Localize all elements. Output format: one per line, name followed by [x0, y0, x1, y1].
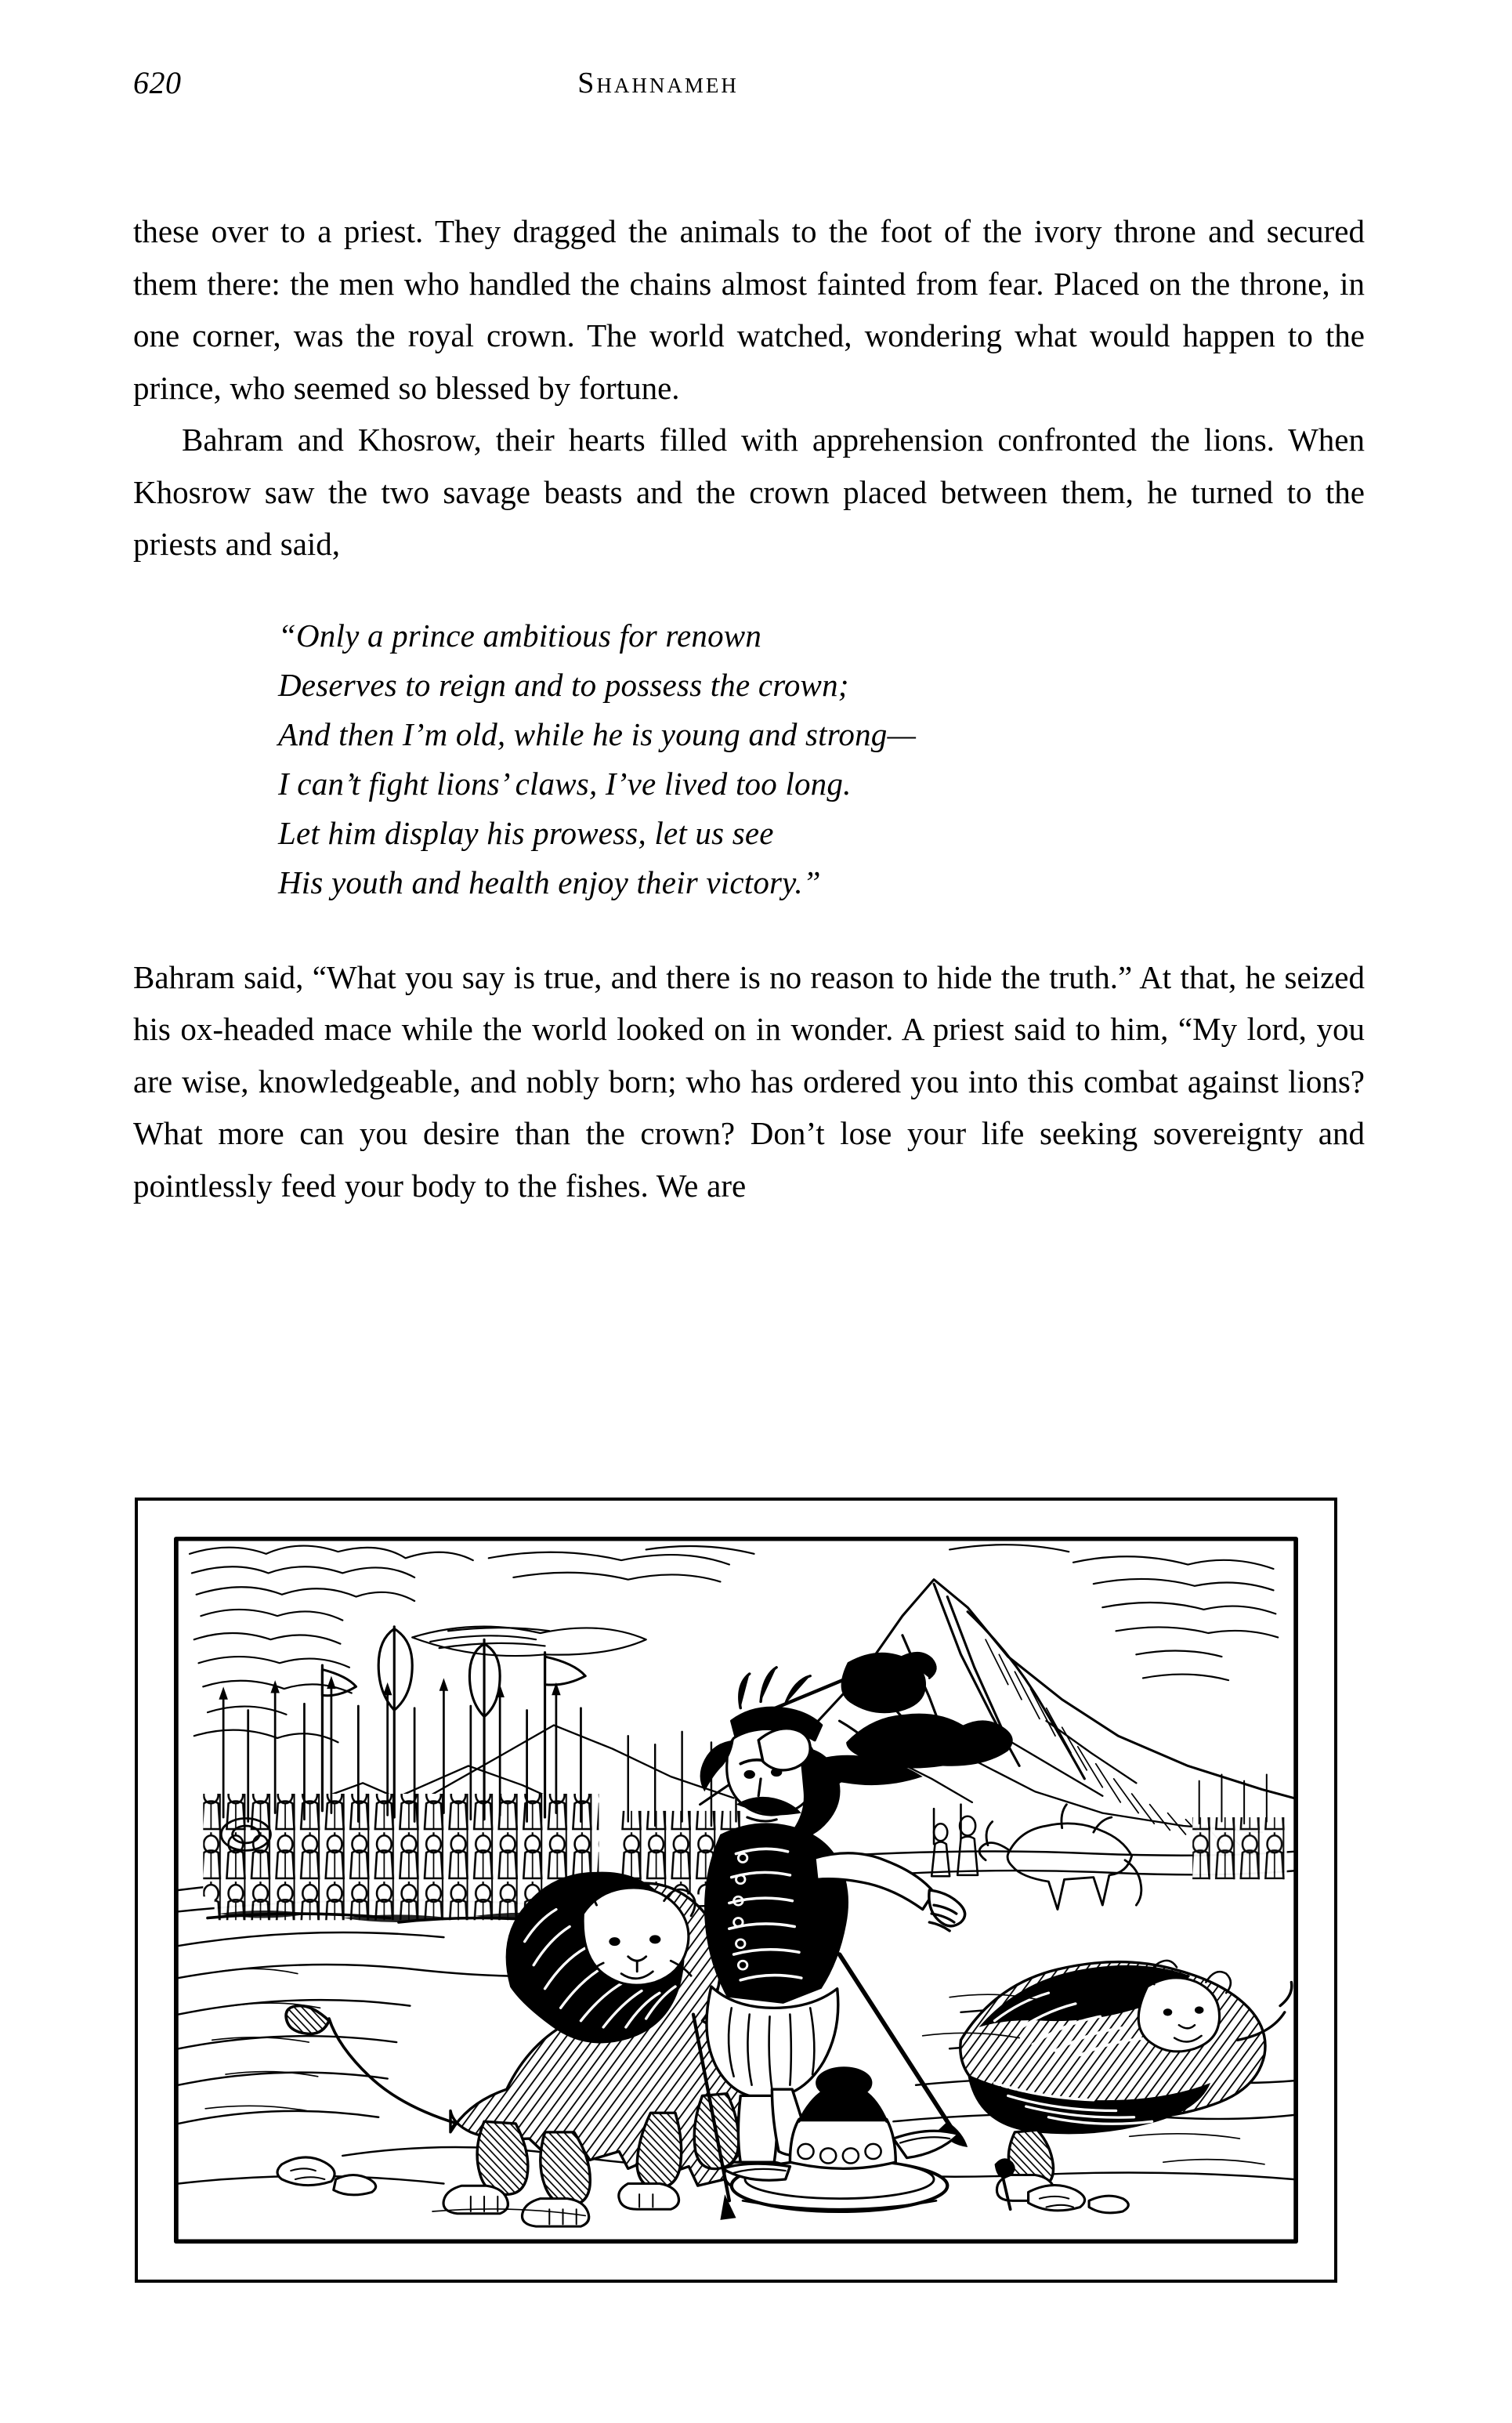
text-column: [133, 205, 1365, 1212]
paragraph: Bahram said, “What you say is true, and there is no reason to hide the truth.” At that, he seized his ox-headed mace while the world looked on in wonder. A priest said to him, “My lord, you are wise, knowledgeable, and nobly born; who has ordered you into this combat against lions? What more can you desire than the crown? Don’t lose your life seeking sovereignty and pointlessly feed your body to the fishes. We are: [133, 958, 1365, 1204]
illustration-frame: [135, 1498, 1337, 2283]
running-title: Shahnameh: [577, 67, 739, 100]
verse-line: His youth and health enjoy their victory.”: [278, 864, 821, 900]
verse-line: “Only a prince ambitious for renown: [278, 617, 762, 654]
running-head: [133, 61, 1363, 105]
verse-block: [133, 570, 1365, 951]
verse-line: And then I’m old, while he is young and strong—: [278, 715, 917, 752]
page-number: 620: [133, 65, 182, 100]
paragraph: these over to a priest. They dragged the animals to the foot of the ivory throne and secured them there: the men who handled the chains almost fainted from fear. Placed on the throne, in one corner, was the royal crown. The world watched, wondering what would happen to the prince, who seemed so blessed by fortune.: [133, 213, 1365, 406]
paragraph: Bahram and Khosrow, their hearts filled with apprehension confronted the lions. When Khosrow saw the two savage beasts and the crown placed between them, he turned to the priests and said,: [133, 422, 1365, 562]
verse-line: Deserves to reign and to possess the crown;: [278, 666, 849, 703]
verse-line: I can’t fight lions’ claws, I’ve lived too long.: [278, 765, 852, 802]
lion-combat-illustration: [174, 1537, 1298, 2244]
verse-line: Let him display his prowess, let us see: [278, 814, 774, 851]
illustration-image: [174, 1537, 1298, 2244]
